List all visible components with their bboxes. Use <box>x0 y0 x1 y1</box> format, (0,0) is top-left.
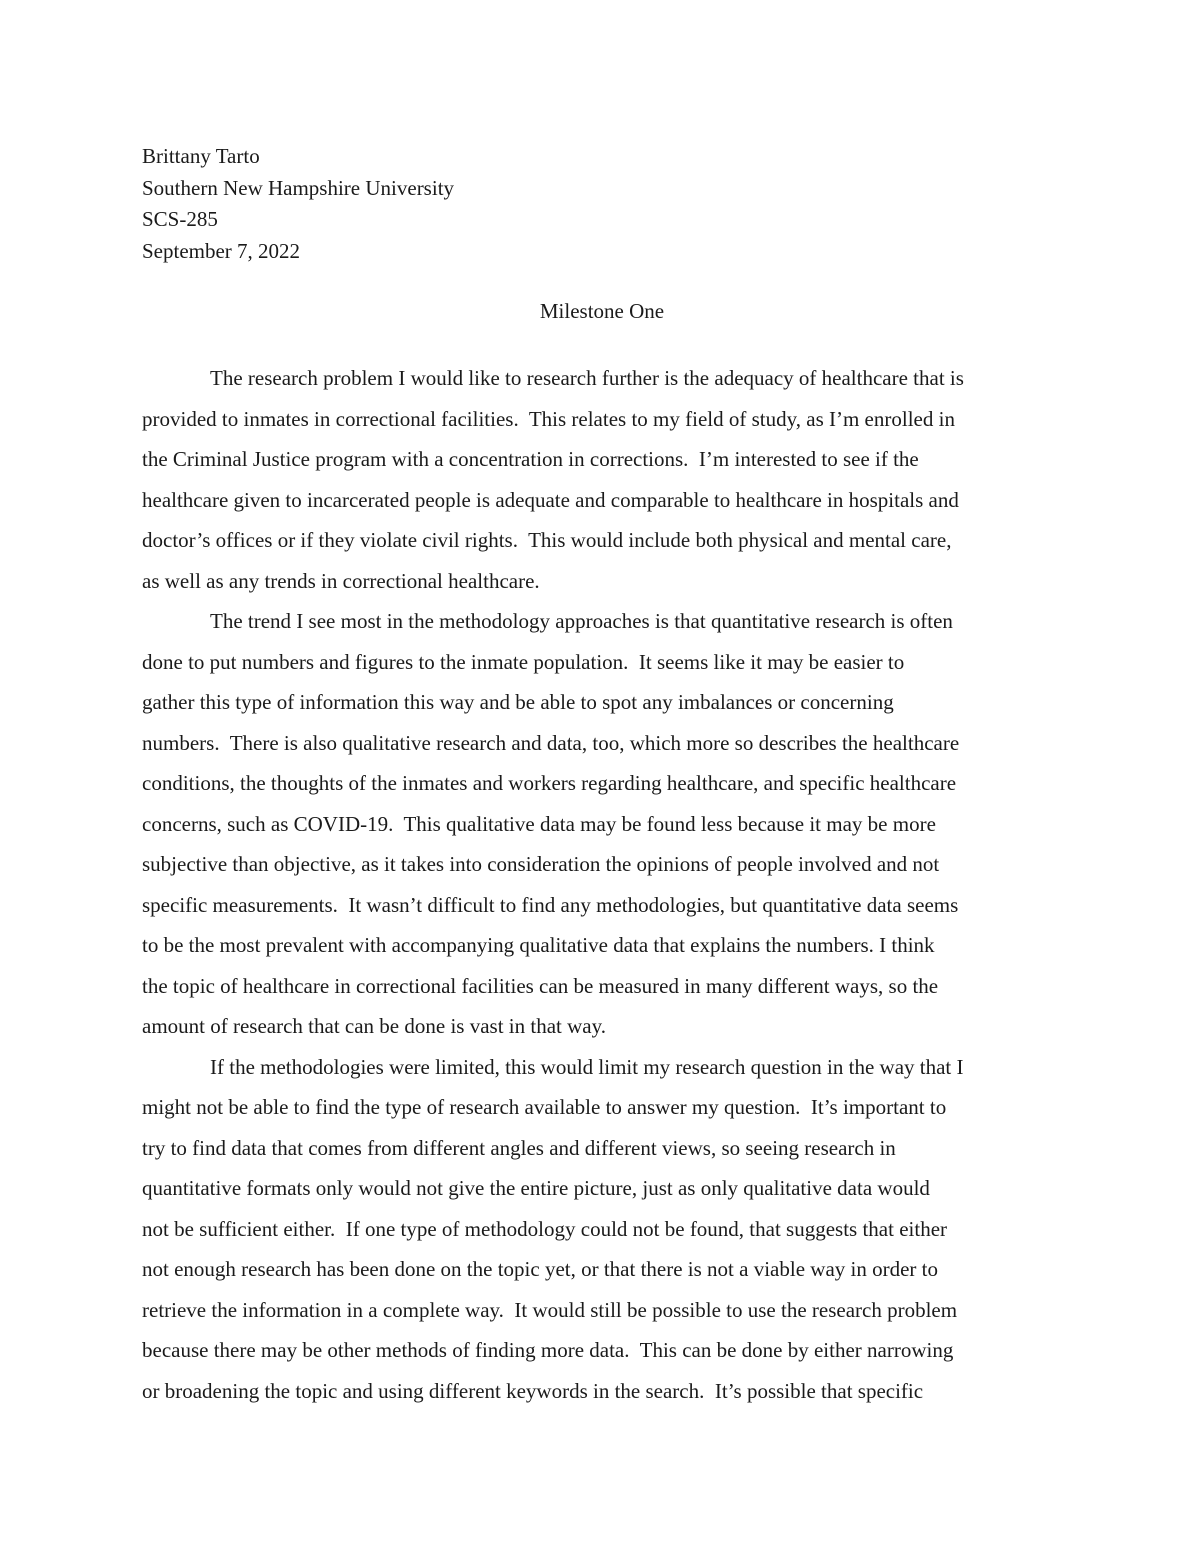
paragraph-2-line: concerns, such as COVID-19. This qualitative data may be found less because it may be more <box>142 811 936 836</box>
paragraph-1-line: provided to inmates in correctional facilities. This relates to my field of study, as I’m enrolled in <box>142 406 955 431</box>
paragraph-2-line: subjective than objective, as it takes into consideration the opinions of people involved and not <box>142 852 940 876</box>
paragraph-3-line: try to find data that comes from different angles and different views, so seeing research in <box>142 1135 896 1160</box>
document-body <box>142 358 1062 1411</box>
paragraph-1-line: healthcare given to incarcerated people is adequate and comparable to healthcare in hospitals and <box>142 487 959 512</box>
author-name: Brittany Tarto <box>142 144 260 168</box>
heading-block <box>142 141 1062 267</box>
paragraph-3-line: might not be able to find the type of research available to answer my question. It’s important to <box>142 1095 947 1119</box>
paragraph-1-line: as well as any trends in correctional healthcare. <box>142 568 540 593</box>
course-code: SCS-285 <box>142 207 218 231</box>
paragraph-1-line: the Criminal Justice program with a concentration in corrections. I’m interested to see if the <box>142 447 919 471</box>
paragraph-3-line: or broadening the topic and using different keywords in the search. It’s possible that specific <box>142 1378 924 1403</box>
document-date: September 7, 2022 <box>142 238 301 263</box>
paragraph-3-line: not be sufficient either. If one type of methodology could not be found, that suggests that either <box>142 1216 948 1241</box>
paragraph-1-line: doctor’s offices or if they violate civil rights. This would include both physical and mental care, <box>142 528 952 552</box>
paragraph-1-line: The research problem I would like to research further is the adequacy of healthcare that is <box>210 366 964 390</box>
paragraph-3-line: If the methodologies were limited, this would limit my research question in the way that I <box>210 1054 964 1079</box>
paragraph-2-line: to be the most prevalent with accompanying qualitative data that explains the numbers. I think <box>142 933 935 957</box>
paragraph-3-line: because there may be other methods of finding more data. This can be done by either narrowing <box>142 1338 954 1362</box>
paragraph-2-line: specific measurements. It wasn’t difficult to find any methodologies, but quantitative data seems <box>142 892 959 917</box>
document-title: Milestone One <box>539 299 665 323</box>
institution-name: Southern New Hampshire University <box>142 175 455 200</box>
paragraph-2-line: conditions, the thoughts of the inmates and workers regarding healthcare, and specific healthcare <box>142 771 957 795</box>
paragraph-2-line: numbers. There is also qualitative research and data, too, which more so describes the healthcare <box>142 730 960 755</box>
paragraph-2-line: amount of research that can be done is vast in that way. <box>142 1014 606 1038</box>
paragraph-3-line: quantitative formats only would not give the entire picture, just as only qualitative data would <box>142 1176 930 1200</box>
paragraph-2-line: The trend I see most in the methodology approaches is that quantitative research is often <box>210 609 953 633</box>
paragraph-2-line: done to put numbers and figures to the inmate population. It seems like it may be easier to <box>142 649 905 674</box>
paragraph-3-line: retrieve the information in a complete way. It would still be possible to use the research problem <box>142 1297 958 1322</box>
paragraph-2-line: gather this type of information this way and be able to spot any imbalances or concerning <box>142 690 894 714</box>
paragraph-3-line: not enough research has been done on the topic yet, or that there is not a viable way in order to <box>142 1257 938 1281</box>
paragraph-2-line: the topic of healthcare in correctional facilities can be measured in many different ways, so the <box>142 973 939 998</box>
